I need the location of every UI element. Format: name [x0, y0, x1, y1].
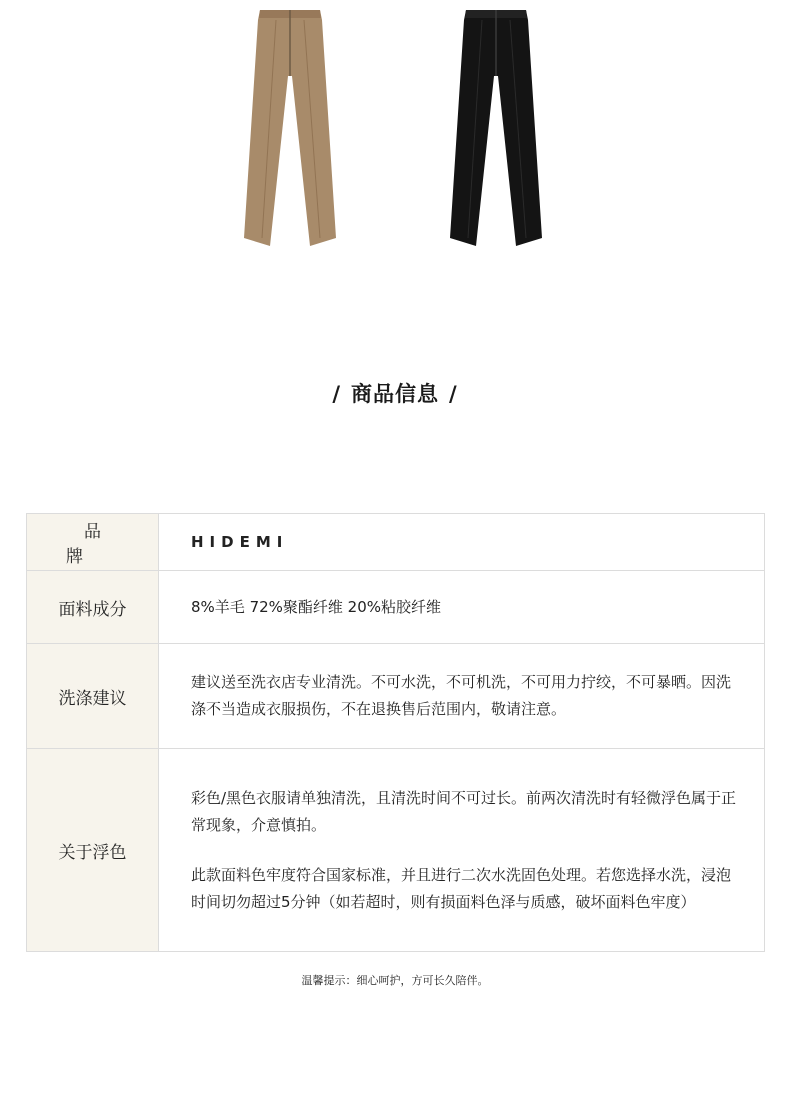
footer-tip: 温馨提示：细心呵护，方可长久陪伴。: [301, 974, 489, 987]
product-info-table: [26, 513, 765, 952]
fabric-label: 面料成分: [27, 571, 159, 644]
section-title: [0, 378, 790, 408]
title-slash-right: /: [449, 382, 458, 406]
wash-value: 建议送至洗衣店专业清洗。不可水洗，不可机洗，不可用力拧绞，不可暴晒。因洗涤不当造成衣服损伤，不在退换售后范围内，敬请注意。: [159, 644, 765, 749]
brand-label: 品牌: [66, 522, 137, 567]
fade-paragraph-2: 此款面料色牢度符合国家标准，并且进行二次水洗固色处理。若您选择水洗，浸泡时间切勿超过5分钟（如若超时，则有损面料色泽与质感，破坏面料色牢度）: [191, 865, 732, 911]
fade-value-cell: [159, 749, 765, 952]
black-trousers-image: [446, 6, 546, 250]
brand-value: HIDEMI: [191, 532, 289, 551]
table-row-wash: [27, 644, 765, 749]
fabric-value: 8%羊毛 72%聚酯纤维 20%粘胶纤维: [159, 571, 765, 644]
fade-paragraph-1: 彩色/黑色衣服请单独清洗，且清洗时间不可过长。前两次清洗时有轻微浮色属于正常现象，介意慎拍。: [191, 788, 737, 834]
table-row-fade: [27, 749, 765, 952]
brand-value-cell: [159, 514, 765, 571]
product-images: [0, 0, 790, 260]
wash-label: 洗涤建议: [27, 644, 159, 749]
table-row-fabric: [27, 571, 765, 644]
fade-label: 关于浮色: [27, 749, 159, 952]
section-title-text: 商品信息: [351, 382, 439, 406]
khaki-trousers-image: [240, 6, 340, 250]
table-row-brand: [27, 514, 765, 571]
title-slash-left: /: [332, 382, 341, 406]
brand-label-cell: [27, 514, 159, 571]
